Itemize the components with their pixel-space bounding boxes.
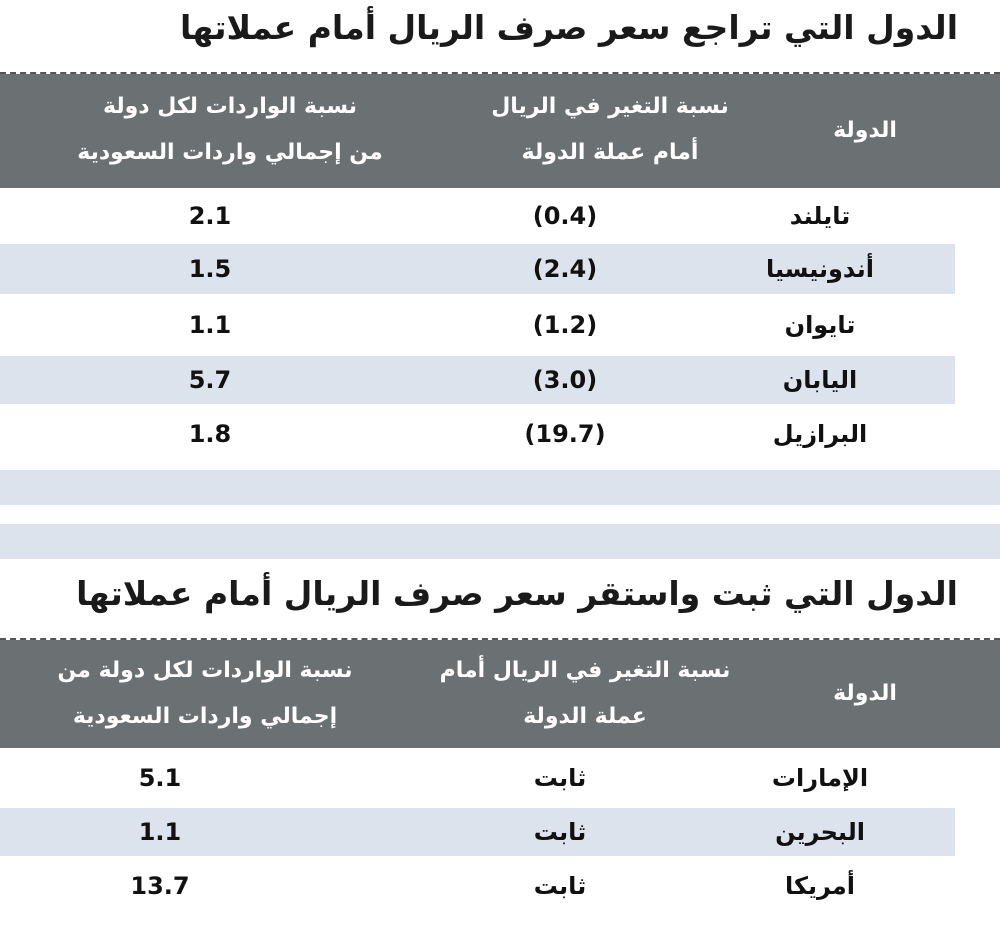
change-cell: (1.2) [532,311,598,339]
imports-cell: 1.1 [138,818,182,846]
imports-cell: 13.7 [130,872,190,900]
country-cell: أمريكا [785,872,855,900]
imports-cell: 1.1 [188,311,232,339]
table2-row [0,856,955,916]
table2-header-change-line1: نسبة التغير في الريال أمام [439,658,731,683]
table2-header [0,640,1000,748]
table1-row [0,356,955,404]
table1-header-imports [50,84,410,176]
table1-row [0,244,955,294]
imports-cell: 5.1 [138,764,182,792]
table2-header-imports-line1: نسبة الواردات لكل دولة من [57,658,353,683]
table1-row [0,188,955,244]
imports-cell: 5.7 [188,366,232,394]
table2-header-change-line2: عملة الدولة [523,704,647,729]
table1-header-imports-line1: نسبة الواردات لكل دولة [103,94,357,119]
table1-row [0,294,955,356]
table1-header-country: الدولة [833,118,897,143]
table1-header-change-line2: أمام عملة الدولة [521,140,699,165]
table2-header-change [420,648,750,740]
country-cell: الإمارات [771,764,869,792]
country-cell: البرازيل [772,420,868,448]
country-cell: أندونيسيا [765,255,875,283]
country-cell: تايلند [789,202,851,230]
table1-row [0,404,955,464]
table1-title: الدول التي تراجع سعر صرف الريال أمام عملاتها [179,8,958,47]
table1-header-change [460,84,760,176]
change-cell: (3.0) [532,366,598,394]
change-cell: ثابت [533,764,587,792]
table2-header-imports [35,648,375,740]
table2-header-imports-line2: إجمالي واردات السعودية [72,704,338,729]
table1-header-change-line1: نسبة التغير في الريال [491,94,729,119]
change-cell: ثابت [533,818,587,846]
table1-header-imports-line2: من إجمالي واردات السعودية [77,140,383,165]
imports-cell: 1.5 [188,255,232,283]
table2-header-country: الدولة [833,681,897,706]
change-cell: (0.4) [532,202,598,230]
table2-title: الدول التي ثبت واستقر سعر صرف الريال أمام عملاتها [76,574,958,613]
table2-row [0,808,955,856]
country-cell: تايوان [784,311,856,339]
table1-header [0,74,1000,188]
separator-band [0,524,1000,559]
country-cell: البحرين [775,818,865,846]
separator-band [0,470,1000,505]
change-cell: (19.7) [524,420,606,448]
change-cell: (2.4) [532,255,598,283]
table2-row [0,748,955,808]
country-cell: اليابان [782,366,858,394]
change-cell: ثابت [533,872,587,900]
imports-cell: 1.8 [188,420,232,448]
imports-cell: 2.1 [188,202,232,230]
